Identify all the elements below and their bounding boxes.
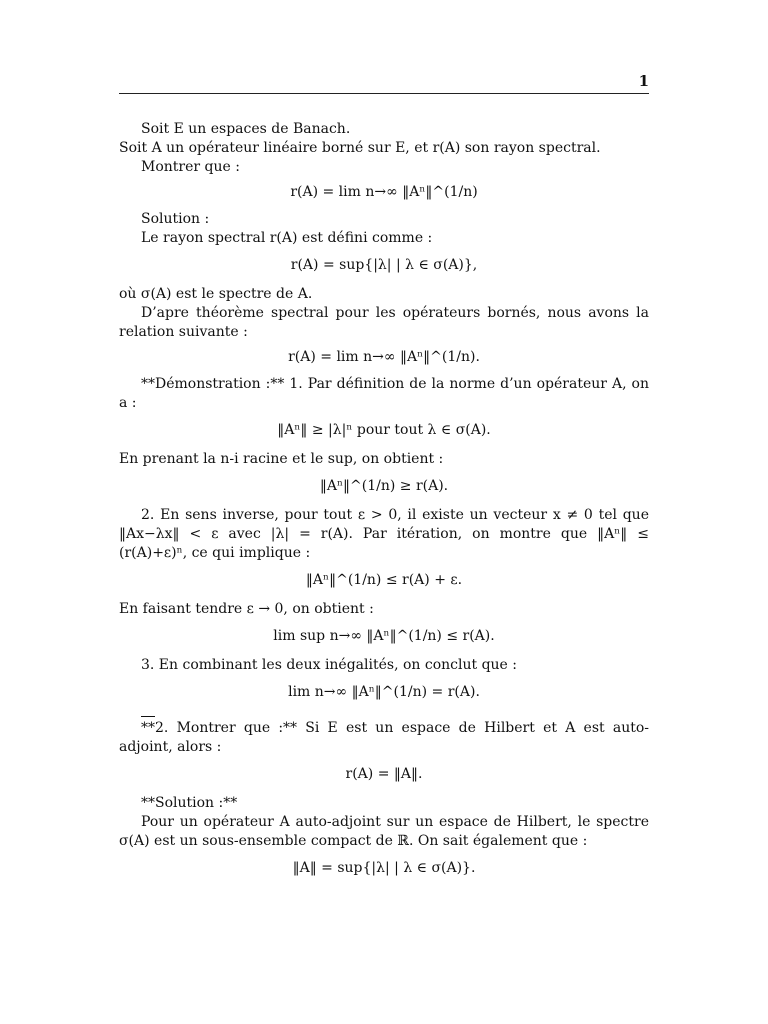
equation: lim sup n→∞ ‖Aⁿ‖^(1/n) ≤ r(A). bbox=[273, 628, 495, 644]
paragraph: Pour un opérateur A auto-adjoint sur un espace de Hilbert, le spectre σ(A) est un sous-ensemble compact de ℝ. On sait également que : bbox=[119, 814, 649, 849]
equation: ‖A‖ = sup{|λ| | λ ∈ σ(A)}. bbox=[292, 860, 476, 876]
equation: ‖Aⁿ‖^(1/n) ≥ r(A). bbox=[319, 478, 449, 494]
page-number: 1 bbox=[638, 72, 649, 90]
paragraph: **2. Montrer que :** Si E est un espace de Hilbert et A est auto-adjoint, alors : bbox=[119, 720, 649, 755]
equation: r(A) = ‖A‖. bbox=[345, 766, 423, 782]
paragraph: D’apre théorème spectral pour les opérateurs bornés, nous avons la relation suivante : bbox=[119, 305, 649, 340]
header-rule bbox=[119, 93, 649, 94]
paragraph: Soit A un opérateur linéaire borné sur E, et r(A) son rayon spectral. bbox=[119, 140, 601, 156]
equation: r(A) = sup{|λ| | λ ∈ σ(A)}, bbox=[290, 257, 478, 273]
paragraph: **Démonstration :** 1. Par définition de la norme d’un opérateur A, on a : bbox=[119, 376, 649, 411]
paragraph: Le rayon spectral r(A) est défini comme : bbox=[141, 230, 433, 246]
document-body bbox=[119, 120, 649, 888]
paragraph: Soit E un espaces de Banach. bbox=[141, 121, 351, 137]
section-separator bbox=[141, 716, 155, 717]
paragraph: En faisant tendre ε → 0, on obtient : bbox=[119, 601, 374, 617]
paragraph: Montrer que : bbox=[141, 159, 240, 175]
equation: r(A) = lim n→∞ ‖Aⁿ‖^(1/n). bbox=[288, 349, 480, 365]
paragraph: Solution : bbox=[141, 211, 210, 227]
equation: r(A) = lim n→∞ ‖Aⁿ‖^(1/n) bbox=[290, 184, 478, 200]
equation: ‖Aⁿ‖^(1/n) ≤ r(A) + ε. bbox=[305, 572, 463, 588]
paragraph: où σ(A) est le spectre de A. bbox=[119, 286, 313, 302]
equation: lim n→∞ ‖Aⁿ‖^(1/n) = r(A). bbox=[288, 684, 480, 700]
paragraph: En prenant la n-i racine et le sup, on obtient : bbox=[119, 451, 444, 467]
paragraph: 2. En sens inverse, pour tout ε > 0, il existe un vecteur x ≠ 0 tel que ‖Ax−λx‖ < ε avec |λ| = r(A). Par itération, on montre que ‖Aⁿ‖ ≤ (r(A)+ε)ⁿ, ce qui implique : bbox=[119, 507, 649, 561]
equation: ‖Aⁿ‖ ≥ |λ|ⁿ pour tout λ ∈ σ(A). bbox=[277, 422, 491, 438]
paragraph: **Solution :** bbox=[141, 795, 238, 811]
paragraph: 3. En combinant les deux inégalités, on conclut que : bbox=[141, 657, 518, 673]
